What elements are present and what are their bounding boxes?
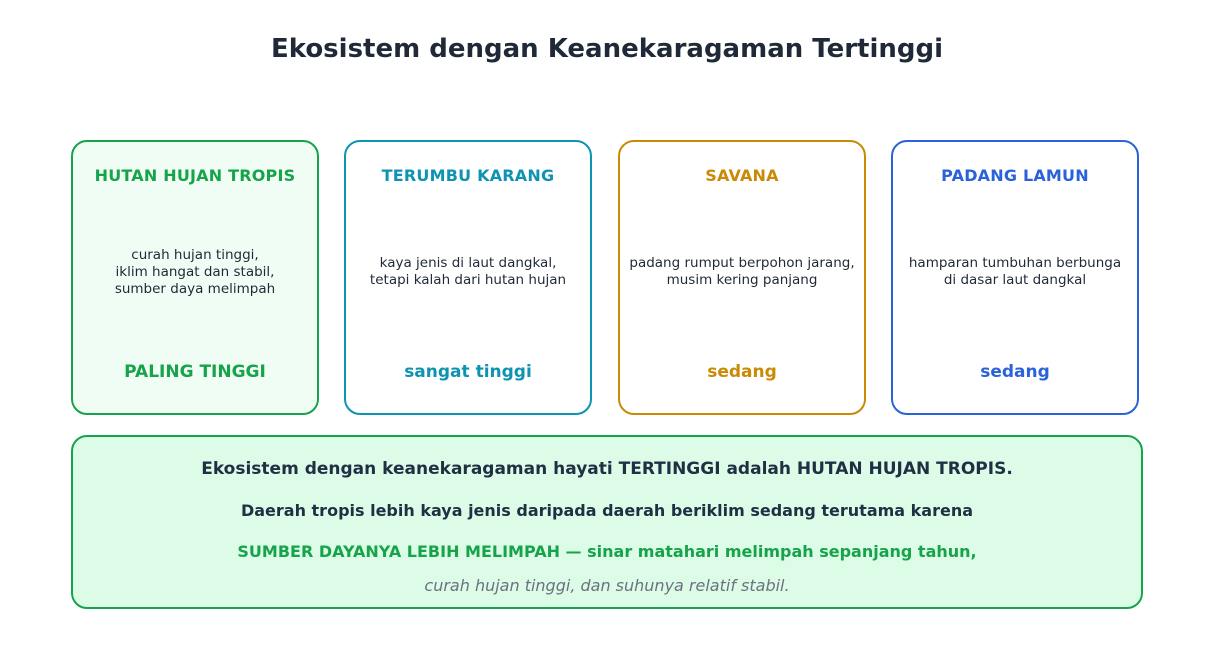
card-title: TERUMBU KARANG: [381, 166, 555, 185]
page-title: Ekosistem dengan Keanekaragaman Tertinggi: [270, 34, 944, 64]
card-padang-lamun: [891, 140, 1139, 415]
summary-conclusion: Ekosistem dengan keanekaragaman hayati TERTINGGI adalah HUTAN HUJAN TROPIS.: [201, 459, 1013, 479]
card-savana: [618, 140, 866, 415]
card-description: [346, 192, 590, 352]
card-description-line: curah hujan tinggi,: [131, 246, 259, 263]
card-description-line: padang rumput berpohon jarang,: [629, 255, 855, 271]
summary-reason-highlight: SUMBER DAYANYA LEBIH MELIMPAH — sinar matahari melimpah sepanjang tahun,: [237, 542, 977, 561]
card-description: [73, 192, 317, 352]
card-title: HUTAN HUJAN TROPIS: [94, 166, 296, 185]
card-description-line: sumber daya melimpah: [114, 280, 276, 297]
card-description-line: tetapi kalah dari hutan hujan: [369, 272, 567, 288]
card-description-line: musim kering panjang: [666, 272, 818, 288]
card-title: PADANG LAMUN: [941, 166, 1089, 185]
card-description-line: di dasar laut dangkal: [943, 272, 1087, 288]
card-description: [620, 192, 864, 352]
card-description-line: iklim hangat dan stabil,: [115, 263, 275, 280]
card-level: sedang: [707, 362, 777, 382]
summary-box: [71, 435, 1143, 609]
card-terumbu-karang: [344, 140, 592, 415]
card-description: [893, 192, 1137, 352]
card-level: sangat tinggi: [404, 362, 532, 382]
card-title: SAVANA: [705, 166, 779, 185]
summary-reason-intro: Daerah tropis lebih kaya jenis daripada daerah beriklim sedang terutama karena: [240, 501, 974, 520]
card-level: sedang: [980, 362, 1050, 382]
card-hutan-hujan-tropis: [71, 140, 319, 415]
card-description-line: kaya jenis di laut dangkal,: [379, 255, 557, 271]
card-level: PALING TINGGI: [124, 362, 266, 382]
summary-reason-detail: curah hujan tinggi, dan suhunya relatif stabil.: [424, 576, 790, 595]
card-description-line: hamparan tumbuhan berbunga: [908, 255, 1122, 271]
